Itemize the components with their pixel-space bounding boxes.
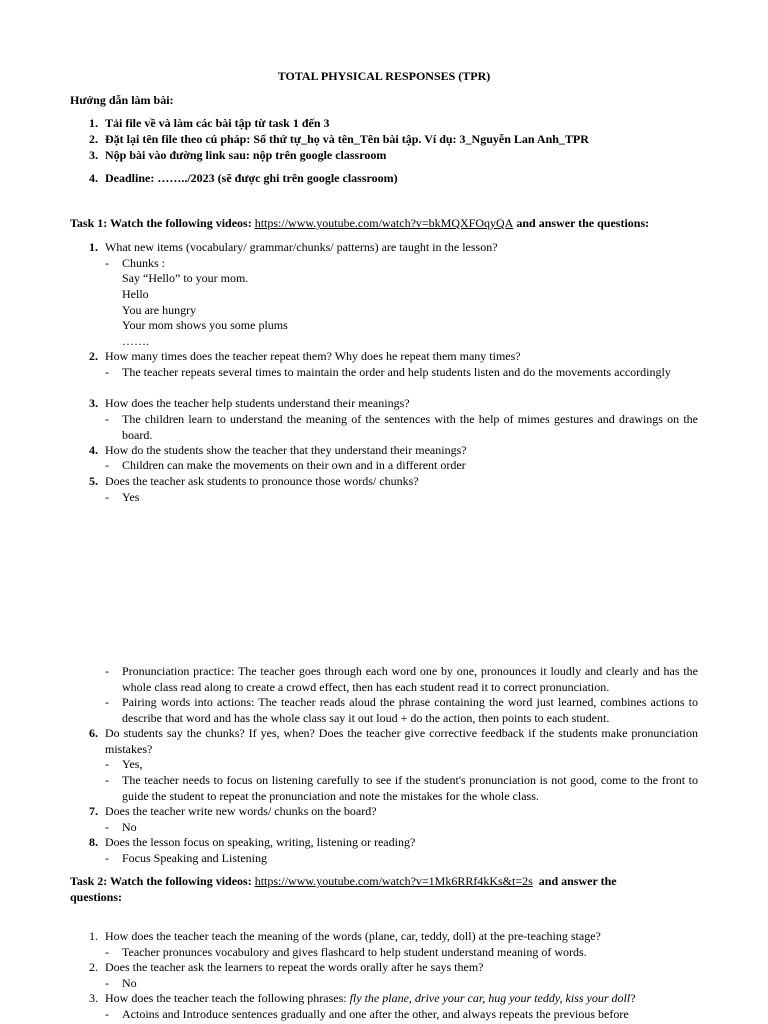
bullet-dash: - [105, 412, 109, 426]
answer-text: Chunks : [122, 256, 166, 270]
instruction-text: Tải file về và làm các bài tập từ task 1 đến 3 [105, 116, 330, 130]
question-text: How do the students show the teacher that they understand their meanings? [105, 443, 467, 457]
answer-text: Focus Speaking and Listening [122, 851, 267, 865]
answer-text: You are hungry [122, 303, 197, 317]
list-number: 3. [89, 148, 98, 162]
task1-prefix: Task 1: Watch the following videos: [70, 216, 255, 230]
bullet-dash: - [105, 365, 109, 379]
list-number: 4. [89, 171, 98, 185]
question-number: 4. [89, 443, 98, 457]
question-number: 2. [89, 349, 98, 363]
task2-video-link[interactable]: https://www.youtube.com/watch?v=1Mk6RRf4kKs&t=2s [254, 874, 533, 888]
question-text: How many times does the teacher repeat them? Why does he repeat them many times? [105, 349, 521, 363]
answer-text: Your mom shows you some plums [122, 318, 288, 332]
instruction-text: Deadline: ……../2023 (sẽ được ghi trên google classroom) [105, 171, 398, 185]
list-number: 1. [89, 116, 98, 130]
bullet-dash: - [105, 256, 109, 270]
question-number: 1. [89, 929, 98, 943]
bullet-dash: - [105, 757, 109, 771]
list-number: 2. [89, 132, 98, 146]
answer-text: Pronunciation practice: The teacher goes through each word one by one, pronounces it loudly and clearly and has the whole class read along to create a crowd effect, then has each student read it to correct pronunciation. [122, 664, 698, 694]
bullet-dash: - [105, 945, 109, 959]
question-text [105, 991, 636, 1007]
question-number: 2. [89, 960, 98, 974]
question-text-pre: How does the teacher teach the following phrases: [105, 991, 350, 1005]
answer-text: Teacher pronunces vocabulory and gives flashcard to help student understand meaning of words. [122, 945, 587, 959]
bullet-dash: - [105, 773, 109, 787]
question-text: Does the teacher ask students to pronounce those words/ chunks? [105, 474, 419, 488]
answer-text: Say “Hello” to your mom. [122, 271, 249, 285]
bullet-dash: - [105, 458, 109, 472]
answer-text: No [122, 820, 137, 834]
bullet-dash: - [105, 664, 109, 678]
answer-text: Children can make the movements on their own and in a different order [122, 458, 466, 472]
answer-text: Yes [122, 490, 140, 504]
bullet-dash: - [105, 490, 109, 504]
question-text: Does the lesson focus on speaking, writing, listening or reading? [105, 835, 416, 849]
bullet-dash: - [105, 1007, 109, 1021]
instructions-heading: Hướng dẫn làm bài: [70, 93, 174, 107]
question-number: 3. [89, 396, 98, 410]
task2-heading [70, 874, 650, 905]
answer-text: The teacher repeats several times to maintain the order and help students listen and do the movements accordingly [122, 365, 671, 379]
question-number: 7. [89, 804, 98, 818]
question-text-phrases: fly the plane, drive your car, hug your teddy, kiss your doll [349, 991, 631, 1005]
answer-text: Hello [122, 287, 149, 301]
question-text: Do students say the chunks? If yes, when? Does the teacher give corrective feedback if the students make pronunciation mistakes? [105, 726, 698, 756]
answer-text: Pairing words into actions: The teacher reads aloud the phrase containing the word just learned, combines actions to describe that word and has the whole class say it out loud + do the action, then points to each student. [122, 695, 698, 725]
bullet-dash: - [105, 695, 109, 709]
task1-suffix: and answer the questions: [513, 216, 650, 230]
document-title: TOTAL PHYSICAL RESPONSES (TPR) [277, 69, 491, 83]
answer-text: ……. [122, 334, 149, 348]
question-text: Does the teacher write new words/ chunks on the board? [105, 804, 377, 818]
question-number: 1. [89, 240, 98, 254]
question-number: 8. [89, 835, 98, 849]
question-text: How does the teacher help students understand their meanings? [105, 396, 410, 410]
bullet-dash: - [105, 820, 109, 834]
question-number: 6. [89, 726, 98, 740]
answer-text: No [122, 976, 137, 990]
instruction-text: Đặt lại tên file theo cú pháp: Số thứ tự_họ và tên_Tên bài tập. Ví dụ: 3_Nguyễn Lan Anh_TPR [105, 132, 589, 146]
answer-text: Actoins and Introduce sentences gradually and one after the other, and always repeats the previous before [122, 1007, 629, 1021]
bullet-dash: - [105, 976, 109, 990]
task2-suffix: and answer the questions: [70, 874, 620, 904]
question-text: How does the teacher teach the meaning of the words (plane, car, teddy, doll) at the pre-teaching stage? [105, 929, 601, 943]
answer-text: The teacher needs to focus on listening carefully to see if the student's pronunciation is not good, come to the front to guide the student to repeat the pronunciation and note the mistakes for the whole class. [122, 773, 698, 803]
bullet-dash: - [105, 851, 109, 865]
answer-text: The children learn to understand the meaning of the sentences with the help of mimes gestures and drawings on the board. [122, 412, 698, 442]
task2-prefix: Task 2: Watch the following videos: [70, 874, 255, 888]
task1-heading [70, 216, 649, 232]
answer-text: Yes, [122, 757, 143, 771]
question-text-post: ? [630, 991, 636, 1005]
instruction-text: Nộp bài vào đường link sau: nộp trên google classroom [105, 148, 387, 162]
question-text: What new items (vocabulary/ grammar/chunks/ patterns) are taught in the lesson? [105, 240, 498, 254]
task1-video-link[interactable]: https://www.youtube.com/watch?v=bkMQXFOqyQA [254, 216, 514, 230]
question-text: Does the teacher ask the learners to repeat the words orally after he says them? [105, 960, 484, 974]
question-number: 5. [89, 474, 98, 488]
question-number: 3. [89, 991, 98, 1005]
